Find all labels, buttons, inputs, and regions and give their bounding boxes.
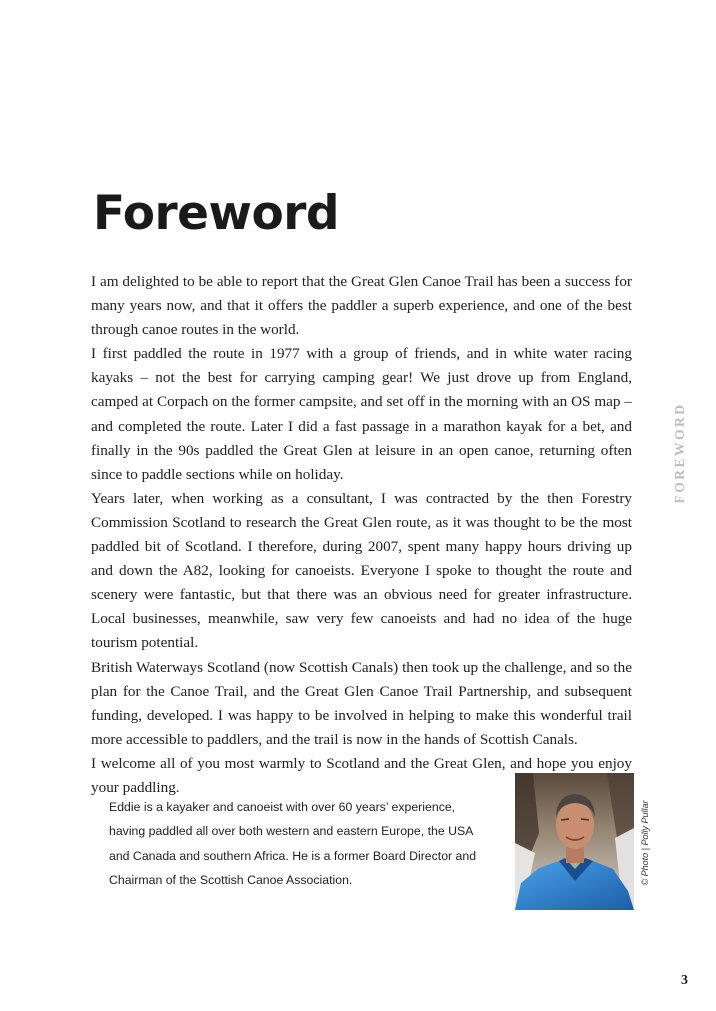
paragraph: I first paddled the route in 1977 with a group of friends, and in white water racing kayaks – not the best for carrying camping gear! We just drove up from England, camped at Corpach on the former campsite, and set off in the morning with an OS map – and completed the route. Later I did a fast passage in a marathon kayak for a bet, and finally in the 90s paddled the Great Glen at leisure in an open canoe, returning often since to paddle sections while on holiday. — [91, 345, 632, 483]
bio-line: and Canada and southern Africa. He is a former Board Director and — [109, 848, 477, 863]
photo-credit-text: © Photo | Polly Pullar — [640, 799, 650, 886]
page-title: Foreword — [93, 186, 340, 241]
author-bio — [109, 795, 504, 892]
paragraph: British Waterways Scotland (now Scottish Canals) then took up the challenge, and so the plan for the Canoe Trail, and the Great Glen Canoe Trail Partnership, and subsequent funding, developed. I was happy to be involved in helping to make this wonderful trail more accessible to paddlers, and the trail is now in the hands of Scottish Canals. — [91, 658, 632, 748]
section-tab — [670, 395, 690, 510]
photo-credit — [637, 775, 653, 910]
bio-line: having paddled all over both western and eastern Europe, the USA — [109, 824, 474, 839]
page-number: 3 — [681, 973, 688, 988]
bio-line: Eddie is a kayaker and canoeist with over 60 years’ experience, — [109, 800, 456, 814]
paragraph: I am delighted to be able to report that the Great Glen Canoe Trail has been a success for many years now, and that it offers the paddler a superb experience, and one of the best through canoe routes in the world. — [91, 273, 632, 339]
foreword-body — [91, 270, 632, 800]
bio-line: Chairman of the Scottish Canoe Association. — [109, 872, 353, 887]
paragraph: Years later, when working as a consultant, I was contracted by the then Forestry Commission Scotland to research the Great Glen route, as it was thought to be the most paddled bit of Scotland. I therefore, during 2007, spent many happy hours driving up and down the A82, looking for canoeists. Everyone I spoke to thought the route and scenery were fantastic, but that there was an obvious need for greater infrastructure. Local businesses, meanwhile, saw very few canoeists and had no idea of the huge tourism potential. — [91, 489, 632, 652]
author-photo — [515, 773, 634, 910]
section-tab-label: FOREWORD — [672, 402, 687, 503]
paragraph: I welcome all of you most warmly to Scotland and the Great Glen, and hope you enjoy your paddling. — [91, 754, 632, 796]
